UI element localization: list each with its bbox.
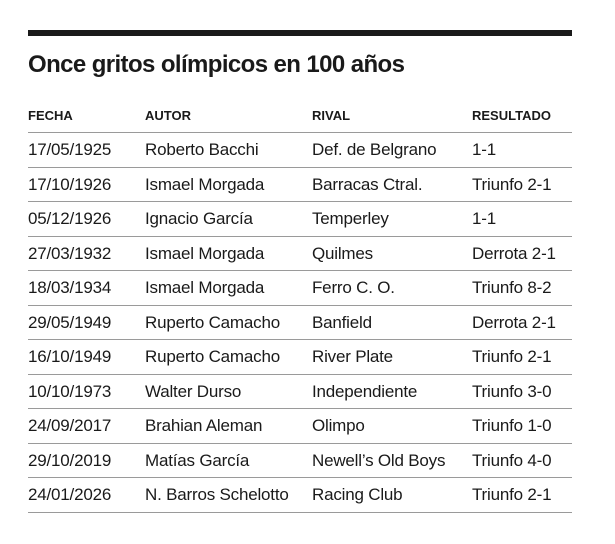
cell-rival: River Plate xyxy=(312,347,393,366)
cell-resultado: Triunfo 2-1 xyxy=(472,174,552,194)
cell-rival: Olimpo xyxy=(312,416,365,435)
table-row xyxy=(28,202,572,237)
cell-resultado: Derrota 2-1 xyxy=(472,312,556,332)
cell-resultado: Triunfo 2-1 xyxy=(472,485,552,504)
cell-autor: Walter Durso xyxy=(145,381,242,401)
cell-autor: Ignacio García xyxy=(145,209,253,228)
cell-resultado: Triunfo 3-0 xyxy=(472,381,552,401)
cell-rival: Newell’s Old Boys xyxy=(312,450,446,470)
column-header-rival: RIVAL xyxy=(312,108,351,123)
cell-fecha: 24/09/2017 xyxy=(28,416,112,435)
cell-fecha: 16/10/1949 xyxy=(28,347,112,366)
cell-rival: Quilmes xyxy=(312,243,373,263)
table-row xyxy=(28,444,572,479)
column-header-fecha: FECHA xyxy=(28,108,73,123)
results-table xyxy=(28,98,572,513)
cell-autor: Ruperto Camacho xyxy=(145,347,280,366)
cell-autor: N. Barros Schelotto xyxy=(145,485,289,504)
cell-resultado: Derrota 2-1 xyxy=(472,243,556,263)
table-row xyxy=(28,340,572,375)
top-rule xyxy=(28,30,572,36)
table-row xyxy=(28,168,572,203)
cell-fecha: 10/10/1973 xyxy=(28,381,112,401)
cell-autor: Ismael Morgada xyxy=(145,278,265,297)
cell-autor: Ismael Morgada xyxy=(145,243,265,263)
cell-rival: Temperley xyxy=(312,209,389,228)
cell-fecha: 17/10/1926 xyxy=(28,174,112,194)
column-header-autor: AUTOR xyxy=(145,108,191,123)
cell-fecha: 29/05/1949 xyxy=(28,312,112,332)
cell-rival: Independiente xyxy=(312,381,418,401)
cell-autor: Ismael Morgada xyxy=(145,174,265,194)
cell-rival: Def. de Belgrano xyxy=(312,140,437,159)
table-header-row xyxy=(28,98,572,133)
table-row xyxy=(28,375,572,410)
cell-autor: Matías García xyxy=(145,450,250,470)
table-row xyxy=(28,478,572,513)
cell-resultado: 1-1 xyxy=(472,140,496,159)
table-row xyxy=(28,133,572,168)
cell-autor: Brahian Aleman xyxy=(145,416,263,435)
cell-rival: Banfield xyxy=(312,312,372,332)
cell-rival: Ferro C. O. xyxy=(312,278,395,297)
page-title: Once gritos olímpicos en 100 años xyxy=(28,51,405,78)
table-row xyxy=(28,409,572,444)
cell-rival: Barracas Ctral. xyxy=(312,174,423,194)
cell-resultado: 1-1 xyxy=(472,209,496,228)
table-row xyxy=(28,271,572,306)
cell-rival: Racing Club xyxy=(312,485,403,504)
cell-fecha: 17/05/1925 xyxy=(28,140,112,159)
cell-autor: Roberto Bacchi xyxy=(145,140,259,159)
cell-fecha: 18/03/1934 xyxy=(28,278,112,297)
cell-fecha: 27/03/1932 xyxy=(28,243,112,263)
column-header-resultado: RESULTADO xyxy=(472,108,551,123)
cell-fecha: 29/10/2019 xyxy=(28,450,112,470)
cell-resultado: Triunfo 4-0 xyxy=(472,450,552,470)
cell-autor: Ruperto Camacho xyxy=(145,312,280,332)
table-row xyxy=(28,306,572,341)
cell-resultado: Triunfo 1-0 xyxy=(472,416,552,435)
cell-resultado: Triunfo 8-2 xyxy=(472,278,552,297)
table-row xyxy=(28,237,572,272)
cell-fecha: 24/01/2026 xyxy=(28,485,112,504)
cell-resultado: Triunfo 2-1 xyxy=(472,347,552,366)
cell-fecha: 05/12/1926 xyxy=(28,209,112,228)
